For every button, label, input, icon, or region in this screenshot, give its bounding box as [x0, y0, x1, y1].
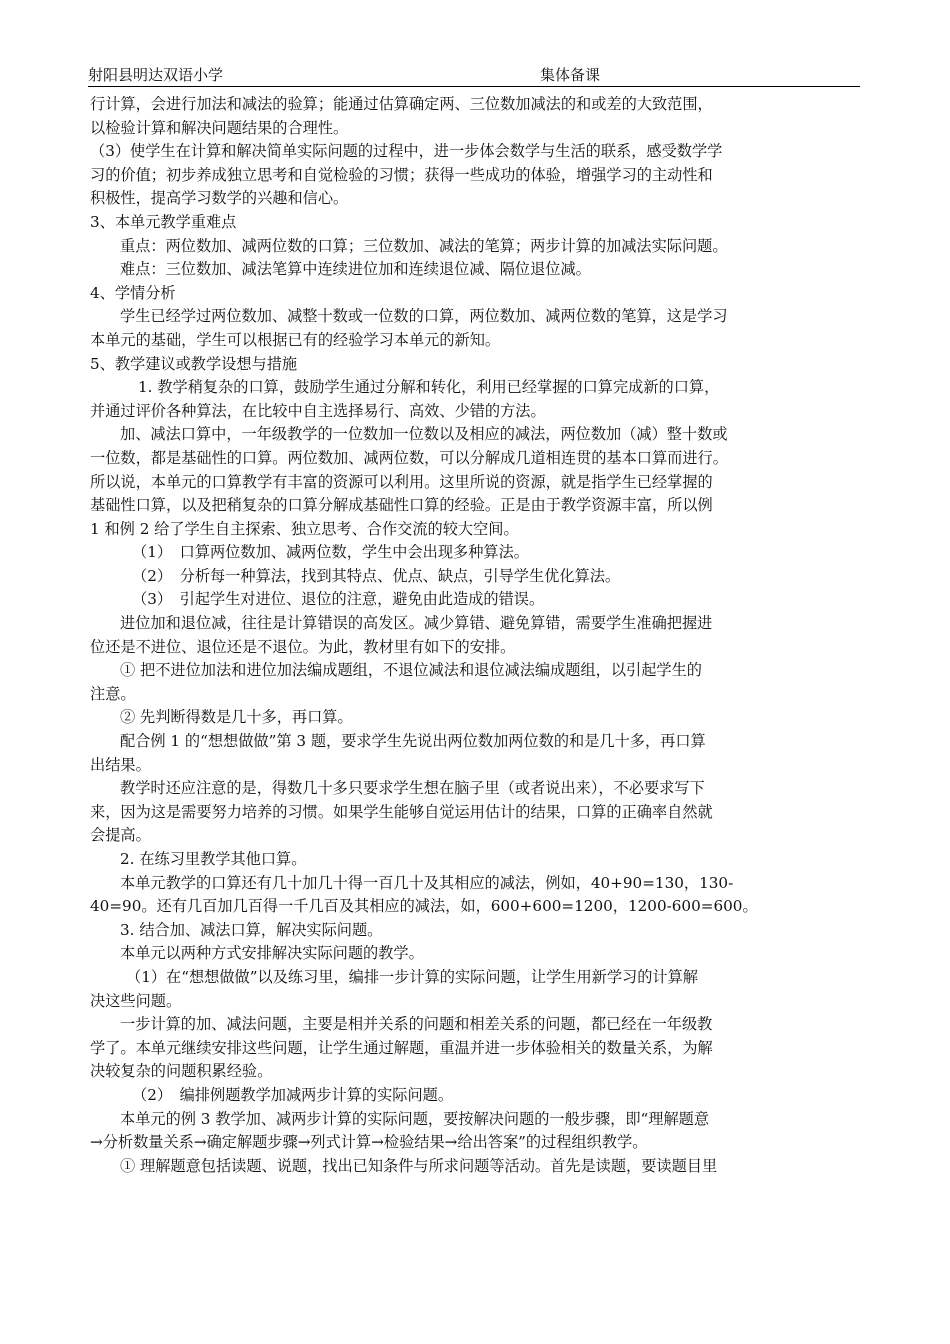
text-line: 来，因为这是需要努力培养的习惯。如果学生能够自觉运用估计的结果，口算的正确率自然就 [90, 802, 713, 821]
text-line: 学了。本单元继续安排这些问题，让学生通过解题，重温并进一步体验相关的数量关系，为解 [90, 1038, 713, 1057]
header-title: 集体备课 [540, 66, 601, 84]
text-line: 位还是不进位、退位还是不退位。为此，教材里有如下的安排。 [90, 637, 516, 656]
text-line: 本单元教学的口算还有几十加几十得一百几十及其相应的减法，例如，40+90=130，130- [120, 873, 734, 892]
text-line: 3、本单元教学重难点 [90, 212, 237, 231]
text-line: 决这些问题。 [90, 991, 182, 1010]
text-line: 1 和例 2 给了学生自主探索、独立思考、合作交流的较大空间。 [90, 519, 519, 538]
text-line: 注意。 [90, 684, 136, 703]
text-line: ① 理解题意包括读题、说题，找出已知条件与所求问题等活动。首先是读题，要读题目里 [120, 1156, 718, 1175]
text-line: （1） 口算两位数加、减两位数，学生中会出现多种算法。 [132, 543, 529, 562]
text-line: 2. 在练习里教学其他口算。 [120, 850, 307, 868]
text-line: 基础性口算，以及把稍复杂的口算分解成基础性口算的经验。正是由于教学资源丰富，所以例 [90, 496, 713, 515]
text-line: 出结果。 [90, 755, 151, 774]
text-line: 难点：三位数加、减法笔算中连续进位加和连续退位减、隔位退位减。 [120, 260, 591, 279]
text-line: 决较复杂的问题积累经验。 [90, 1062, 273, 1081]
text-line: 行计算，会进行加法和减法的验算；能通过估算确定两、三位数加减法的和或差的大致范围， [90, 95, 713, 113]
text-line: 本单元以两种方式安排解决实际问题的教学。 [120, 944, 424, 963]
text-line: 配合例 1 的“想想做做”第 3 题，要求学生先说出两位数加两位数的和是几十多，再口算 [120, 732, 706, 751]
school-name: 射阳县明达双语小学 [88, 66, 224, 84]
text-line: 一步计算的加、减法问题，主要是相并关系的问题和相差关系的问题，都已经在一年级教 [120, 1015, 713, 1034]
text-line: 会提高。 [90, 826, 151, 845]
text-line: 教学时还应注意的是，得数几十多只要求学生想在脑子里（或者说出来），不必要求写下 [120, 779, 705, 798]
text-line: 3. 结合加、减法口算，解决实际问题。 [120, 920, 383, 939]
text-line: ② 先判断得数是几十多，再口算。 [120, 708, 353, 727]
text-line: 本单元的基础，学生可以根据已有的经验学习本单元的新知。 [90, 330, 501, 349]
text-line: 1. 教学稍复杂的口算，鼓励学生通过分解和转化，利用已经掌握的口算完成新的口算， [138, 378, 720, 397]
text-line: 4、学情分析 [90, 283, 176, 302]
text-line: 积极性，提高学习数学的兴趣和信心。 [90, 189, 349, 208]
text-line: 重点：两位数加、减两位数的口算；三位数加、减法的笔算；两步计算的加减法实际问题。 [120, 236, 728, 255]
text-line: （2） 分析每一种算法，找到其特点、优点、缺点，引导学生优化算法。 [132, 566, 621, 585]
text-line: （3） 引起学生对进位、退位的注意，避免由此造成的错误。 [132, 590, 545, 609]
text-line: （3）使学生在计算和解决简单实际问题的过程中，进一步体会数学与生活的联系，感受数学学 [90, 142, 723, 161]
text-line: 并通过评价各种算法，在比较中自主选择易行、高效、少错的方法。 [90, 401, 546, 420]
document-body [90, 93, 862, 1178]
text-line: （1）在“想想做做”以及练习里，编排一步计算的实际问题，让学生用新学习的计算解 [126, 967, 698, 986]
text-line: 以检验计算和解决问题结果的合理性。 [90, 118, 349, 137]
text-line: 加、减法口算中，一年级教学的一位数加一位数以及相应的减法，两位数加（减）整十数或 [120, 425, 728, 444]
text-line: 本单元的例 3 教学加、减两步计算的实际问题，要按解决问题的一般步骤，即“理解题意 [120, 1109, 710, 1128]
text-line: 学生已经学过两位数加、减整十数或一位数的口算，两位数加、减两位数的笔算，这是学习 [120, 307, 728, 326]
text-line: 习的价值；初步养成独立思考和自觉检验的习惯；获得一些成功的体验，增强学习的主动性和 [90, 165, 713, 184]
text-line: 所以说，本单元的口算教学有丰富的资源可以利用。这里所说的资源，就是指学生已经掌握的 [90, 472, 713, 491]
page-header [88, 64, 860, 87]
text-line: ① 把不进位加法和进位加法编成题组，不退位减法和退位减法编成题组，以引起学生的 [120, 661, 702, 680]
text-line: 40=90。还有几百加几百得一千几百及其相应的减法，如，600+600=1200，1200-600=600。 [90, 897, 758, 916]
text-line: 5、教学建议或教学设想与措施 [90, 354, 298, 373]
text-line: （2） 编排例题教学加减两步计算的实际问题。 [132, 1085, 454, 1104]
text-line: →分析数量关系→确定解题步骤→列式计算→检验结果→给出答案”的过程组织教学。 [90, 1133, 648, 1152]
text-line: 进位加和退位减，往往是计算错误的高发区。减少算错、避免算错，需要学生准确把握进 [120, 614, 713, 633]
text-line: 一位数，都是基础性的口算。两位数加、减两位数，可以分解成几道相连贯的基本口算而进行。 [90, 448, 728, 467]
